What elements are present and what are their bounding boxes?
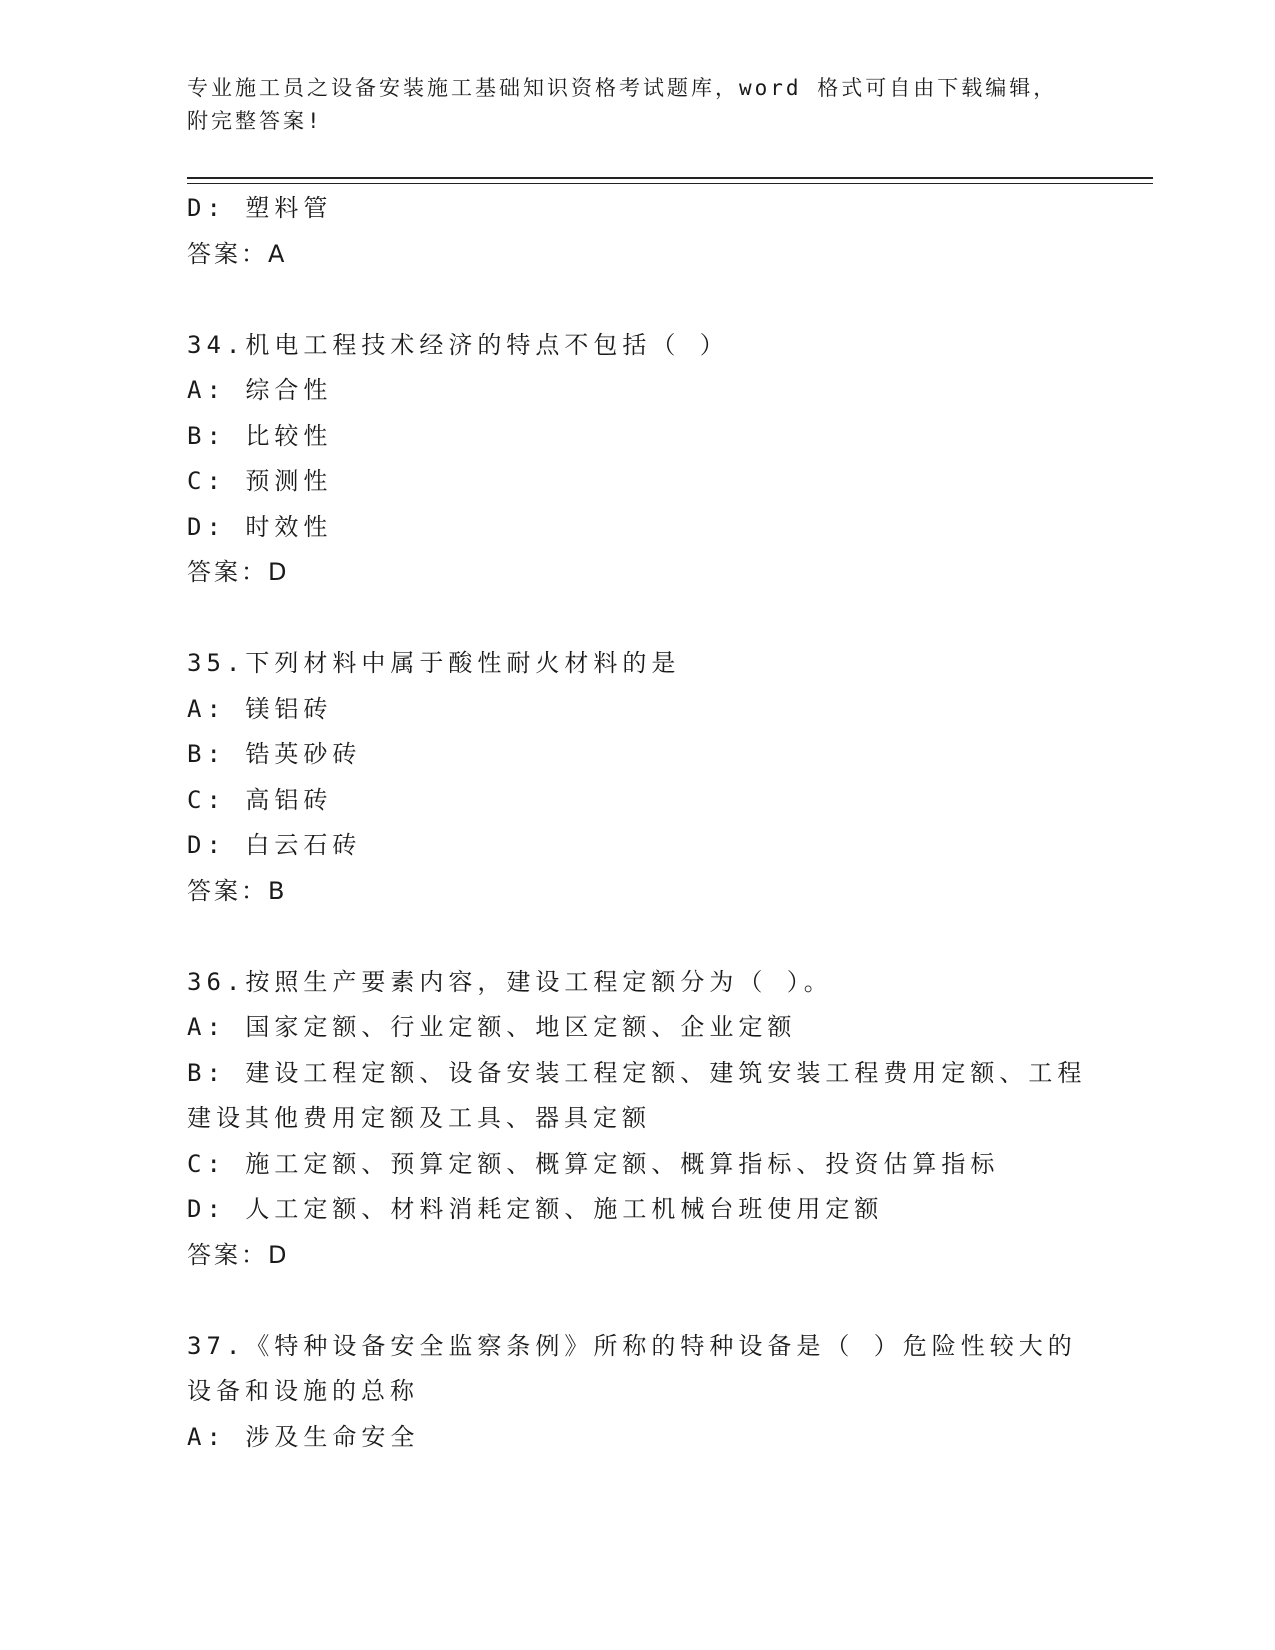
prev-option-d: D: 塑料管: [187, 194, 333, 222]
option-d: D: 人工定额、材料消耗定额、施工机械台班使用定额: [187, 1195, 884, 1223]
option-b: B: 锆英砂砖: [187, 740, 362, 768]
answer: 答案：D: [187, 1240, 290, 1269]
question-35: [187, 641, 1087, 914]
spacer: [187, 277, 1087, 323]
answer: 答案：D: [187, 558, 290, 586]
question-37: [187, 1324, 1087, 1461]
question-content: [187, 186, 1087, 1460]
question-34: [187, 323, 1087, 596]
option-a: A: 国家定额、行业定额、地区定额、企业定额: [187, 1013, 797, 1041]
header-line-2: 附完整答案!: [187, 109, 323, 133]
option-d: D: 白云石砖: [187, 831, 362, 859]
option-a: A: 镁铝砖: [187, 694, 333, 723]
question-stem: 35.下列材料中属于酸性耐火材料的是: [187, 649, 681, 677]
document-header: [187, 72, 1087, 138]
header-divider-thick: [187, 177, 1153, 179]
header-line-1: 专业施工员之设备安装施工基础知识资格考试题库，word 格式可自由下载编辑，: [187, 76, 1058, 100]
question-stem: 37.《特种设备安全监察条例》所称的特种设备是（ ）危险性较大的: [187, 1331, 1077, 1360]
question-36: [187, 960, 1087, 1279]
spacer: [187, 1278, 1087, 1324]
option-a: A: 涉及生命安全: [187, 1422, 420, 1451]
option-d: D: 时效性: [187, 512, 333, 541]
question-stem-continued: 设备和设施的总称: [187, 1377, 419, 1405]
option-c: C: 高铝砖: [187, 785, 333, 814]
option-b: B: 比较性: [187, 421, 333, 450]
option-c: C: 预测性: [187, 467, 333, 495]
question-stem: 36.按照生产要素内容，建设工程定额分为（ ）。: [187, 967, 833, 996]
spacer: [187, 914, 1087, 960]
option-a: A: 综合性: [187, 376, 333, 404]
option-b: B: 建设工程定额、设备安装工程定额、建筑安装工程费用定额、工程: [187, 1058, 1087, 1087]
question-stem: 34.机电工程技术经济的特点不包括（ ）: [187, 330, 729, 359]
spacer: [187, 596, 1087, 642]
answer: 答案：B: [187, 876, 288, 905]
prev-answer: 答案：A: [187, 239, 288, 268]
option-c: C: 施工定额、预算定额、概算定额、概算指标、投资估算指标: [187, 1149, 1000, 1178]
header-divider-thin: [187, 183, 1153, 184]
option-b-continued: 建设其他费用定额及工具、器具定额: [187, 1104, 651, 1132]
